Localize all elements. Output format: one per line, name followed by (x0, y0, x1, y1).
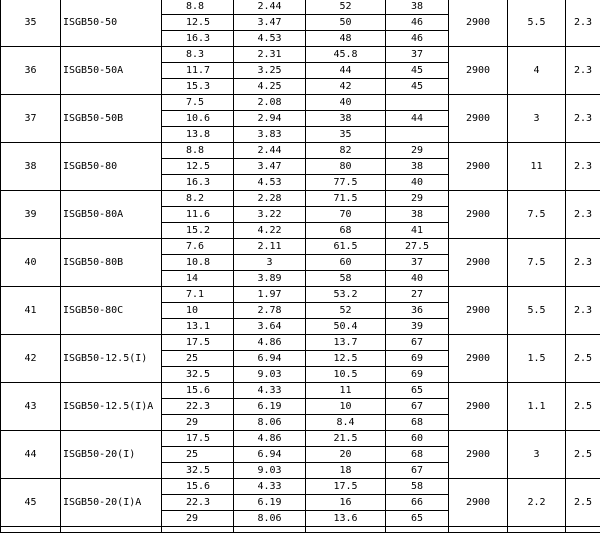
power-cell: 3 (508, 95, 566, 143)
flow-ls-cell: 9.03 (234, 367, 306, 383)
power-cell: 5.5 (508, 0, 566, 47)
flow-ls-cell: 3.47 (234, 159, 306, 175)
flow-m3h-cell: 11.7 (162, 63, 234, 79)
table-row (1, 47, 600, 63)
flow-ls-cell: 3.64 (234, 319, 306, 335)
head-cell: 48 (306, 31, 386, 47)
head-cell: 82 (306, 143, 386, 159)
flow-m3h-cell: 29 (162, 511, 234, 527)
table-row (1, 383, 600, 399)
flow-m3h-cell: 32.5 (162, 367, 234, 383)
table-row (1, 143, 600, 159)
cutoff-cell (162, 527, 234, 533)
flow-m3h-cell: 8.2 (162, 191, 234, 207)
efficiency-cell: 69 (386, 367, 449, 383)
head-cell: 10.5 (306, 367, 386, 383)
row-number-cell: 39 (1, 191, 61, 239)
efficiency-cell: 29 (386, 143, 449, 159)
flow-ls-cell: 2.08 (234, 95, 306, 111)
efficiency-cell: 67 (386, 335, 449, 351)
efficiency-cell: 38 (386, 159, 449, 175)
table-row (1, 287, 600, 303)
speed-cell: 2900 (449, 191, 508, 239)
speed-cell: 2900 (449, 0, 508, 47)
flow-ls-cell: 3.22 (234, 207, 306, 223)
flow-ls-cell: 8.06 (234, 415, 306, 431)
npsh-cell: 2.5 (566, 479, 600, 527)
head-cell: 20 (306, 447, 386, 463)
row-number-cell: 45 (1, 479, 61, 527)
flow-m3h-cell: 10.6 (162, 111, 234, 127)
head-cell: 80 (306, 159, 386, 175)
efficiency-cell: 27.5 (386, 239, 449, 255)
head-cell: 58 (306, 271, 386, 287)
table-row (1, 239, 600, 255)
flow-ls-cell: 2.31 (234, 47, 306, 63)
row-number-cell: 37 (1, 95, 61, 143)
table-row (1, 95, 600, 111)
efficiency-cell: 46 (386, 31, 449, 47)
cutoff-cell (306, 527, 386, 533)
efficiency-cell: 29 (386, 191, 449, 207)
npsh-cell: 2.5 (566, 335, 600, 383)
npsh-cell: 2.3 (566, 239, 600, 287)
flow-m3h-cell: 16.3 (162, 31, 234, 47)
npsh-cell: 2.5 (566, 383, 600, 431)
head-cell: 18 (306, 463, 386, 479)
flow-m3h-cell: 15.6 (162, 383, 234, 399)
flow-ls-cell: 4.33 (234, 383, 306, 399)
efficiency-cell: 46 (386, 15, 449, 31)
speed-cell: 2900 (449, 47, 508, 95)
efficiency-cell: 36 (386, 303, 449, 319)
head-cell: 60 (306, 255, 386, 271)
table-row (1, 335, 600, 351)
head-cell: 52 (306, 303, 386, 319)
efficiency-cell: 37 (386, 255, 449, 271)
head-cell: 40 (306, 95, 386, 111)
flow-ls-cell: 3.83 (234, 127, 306, 143)
head-cell: 45.8 (306, 47, 386, 63)
flow-ls-cell: 6.94 (234, 351, 306, 367)
flow-ls-cell: 4.22 (234, 223, 306, 239)
flow-m3h-cell: 22.3 (162, 399, 234, 415)
cutoff-cell (508, 527, 566, 533)
flow-m3h-cell: 17.5 (162, 431, 234, 447)
head-cell: 13.6 (306, 511, 386, 527)
head-cell: 21.5 (306, 431, 386, 447)
power-cell: 3 (508, 431, 566, 479)
flow-m3h-cell: 22.3 (162, 495, 234, 511)
flow-m3h-cell: 11.6 (162, 207, 234, 223)
efficiency-cell: 68 (386, 415, 449, 431)
cutoff-cell (1, 527, 61, 533)
flow-ls-cell: 6.94 (234, 447, 306, 463)
head-cell: 11 (306, 383, 386, 399)
model-cell: ISGB50-80C (61, 287, 162, 335)
power-cell: 7.5 (508, 239, 566, 287)
model-cell: ISGB50-12.5(I)A (61, 383, 162, 431)
npsh-cell: 2.3 (566, 0, 600, 47)
head-cell: 8.4 (306, 415, 386, 431)
flow-m3h-cell: 10 (162, 303, 234, 319)
flow-m3h-cell: 8.3 (162, 47, 234, 63)
cutoff-cell (386, 527, 449, 533)
power-cell: 7.5 (508, 191, 566, 239)
head-cell: 12.5 (306, 351, 386, 367)
efficiency-cell: 44 (386, 111, 449, 127)
model-cell: ISGB50-80A (61, 191, 162, 239)
efficiency-cell: 45 (386, 63, 449, 79)
efficiency-cell: 37 (386, 47, 449, 63)
flow-ls-cell: 4.25 (234, 79, 306, 95)
flow-m3h-cell: 13.8 (162, 127, 234, 143)
power-cell: 4 (508, 47, 566, 95)
flow-m3h-cell: 29 (162, 415, 234, 431)
efficiency-cell: 41 (386, 223, 449, 239)
npsh-cell: 2.3 (566, 191, 600, 239)
head-cell: 77.5 (306, 175, 386, 191)
flow-m3h-cell: 10.8 (162, 255, 234, 271)
npsh-cell: 2.3 (566, 95, 600, 143)
head-cell: 61.5 (306, 239, 386, 255)
flow-ls-cell: 4.86 (234, 335, 306, 351)
cutoff-cell (61, 527, 162, 533)
row-number-cell: 35 (1, 0, 61, 47)
table-row-cutoff (1, 527, 600, 533)
flow-m3h-cell: 13.1 (162, 319, 234, 335)
flow-ls-cell: 3.25 (234, 63, 306, 79)
efficiency-cell: 40 (386, 271, 449, 287)
efficiency-cell: 65 (386, 383, 449, 399)
efficiency-cell: 66 (386, 495, 449, 511)
model-cell: ISGB50-80 (61, 143, 162, 191)
row-number-cell: 38 (1, 143, 61, 191)
head-cell: 71.5 (306, 191, 386, 207)
head-cell: 17.5 (306, 479, 386, 495)
flow-ls-cell: 2.78 (234, 303, 306, 319)
flow-ls-cell: 6.19 (234, 399, 306, 415)
flow-ls-cell: 2.44 (234, 143, 306, 159)
efficiency-cell: 60 (386, 431, 449, 447)
cutoff-cell (234, 527, 306, 533)
flow-m3h-cell: 15.6 (162, 479, 234, 495)
efficiency-cell: 65 (386, 511, 449, 527)
head-cell: 44 (306, 63, 386, 79)
table-row (1, 479, 600, 495)
flow-ls-cell: 4.53 (234, 31, 306, 47)
head-cell: 13.7 (306, 335, 386, 351)
flow-m3h-cell: 7.5 (162, 95, 234, 111)
flow-m3h-cell: 12.5 (162, 159, 234, 175)
head-cell: 68 (306, 223, 386, 239)
flow-m3h-cell: 17.5 (162, 335, 234, 351)
speed-cell: 2900 (449, 239, 508, 287)
power-cell: 1.5 (508, 335, 566, 383)
head-cell: 53.2 (306, 287, 386, 303)
table-row (1, 0, 600, 15)
cutoff-cell (449, 527, 508, 533)
power-cell: 5.5 (508, 287, 566, 335)
flow-ls-cell: 1.97 (234, 287, 306, 303)
speed-cell: 2900 (449, 383, 508, 431)
flow-m3h-cell: 7.6 (162, 239, 234, 255)
flow-m3h-cell: 16.3 (162, 175, 234, 191)
row-number-cell: 41 (1, 287, 61, 335)
flow-m3h-cell: 32.5 (162, 463, 234, 479)
efficiency-cell: 69 (386, 351, 449, 367)
flow-m3h-cell: 8.8 (162, 143, 234, 159)
flow-ls-cell: 4.33 (234, 479, 306, 495)
speed-cell: 2900 (449, 335, 508, 383)
npsh-cell: 2.3 (566, 143, 600, 191)
speed-cell: 2900 (449, 431, 508, 479)
power-cell: 1.1 (508, 383, 566, 431)
table-row (1, 191, 600, 207)
flow-m3h-cell: 12.5 (162, 15, 234, 31)
flow-ls-cell: 3 (234, 255, 306, 271)
flow-ls-cell: 2.44 (234, 0, 306, 15)
table-row (1, 431, 600, 447)
efficiency-cell: 38 (386, 207, 449, 223)
head-cell: 42 (306, 79, 386, 95)
model-cell: ISGB50-50 (61, 0, 162, 47)
efficiency-cell: 45 (386, 79, 449, 95)
npsh-cell: 2.3 (566, 47, 600, 95)
head-cell: 10 (306, 399, 386, 415)
flow-m3h-cell: 7.1 (162, 287, 234, 303)
head-cell: 50.4 (306, 319, 386, 335)
model-cell: ISGB50-80B (61, 239, 162, 287)
flow-ls-cell: 9.03 (234, 463, 306, 479)
efficiency-cell: 39 (386, 319, 449, 335)
flow-ls-cell: 2.11 (234, 239, 306, 255)
flow-ls-cell: 3.47 (234, 15, 306, 31)
flow-ls-cell: 6.19 (234, 495, 306, 511)
row-number-cell: 36 (1, 47, 61, 95)
flow-m3h-cell: 15.2 (162, 223, 234, 239)
model-cell: ISGB50-12.5(I) (61, 335, 162, 383)
flow-m3h-cell: 25 (162, 351, 234, 367)
flow-m3h-cell: 25 (162, 447, 234, 463)
efficiency-cell: 58 (386, 479, 449, 495)
flow-ls-cell: 3.89 (234, 271, 306, 287)
head-cell: 16 (306, 495, 386, 511)
model-cell: ISGB50-20(I) (61, 431, 162, 479)
efficiency-cell: 27 (386, 287, 449, 303)
efficiency-cell: 67 (386, 463, 449, 479)
cutoff-cell (566, 527, 600, 533)
power-cell: 2.2 (508, 479, 566, 527)
row-number-cell: 40 (1, 239, 61, 287)
speed-cell: 2900 (449, 143, 508, 191)
flow-m3h-cell: 14 (162, 271, 234, 287)
row-number-cell: 42 (1, 335, 61, 383)
flow-ls-cell: 4.86 (234, 431, 306, 447)
row-number-cell: 44 (1, 431, 61, 479)
efficiency-cell: 67 (386, 399, 449, 415)
flow-m3h-cell: 8.8 (162, 0, 234, 15)
head-cell: 70 (306, 207, 386, 223)
efficiency-cell: 38 (386, 0, 449, 15)
head-cell: 52 (306, 0, 386, 15)
head-cell: 35 (306, 127, 386, 143)
efficiency-cell: 40 (386, 175, 449, 191)
model-cell: ISGB50-50B (61, 95, 162, 143)
flow-ls-cell: 2.94 (234, 111, 306, 127)
speed-cell: 2900 (449, 479, 508, 527)
efficiency-cell (386, 95, 449, 111)
npsh-cell: 2.5 (566, 431, 600, 479)
efficiency-cell (386, 127, 449, 143)
flow-ls-cell: 4.53 (234, 175, 306, 191)
speed-cell: 2900 (449, 287, 508, 335)
power-cell: 11 (508, 143, 566, 191)
speed-cell: 2900 (449, 95, 508, 143)
flow-ls-cell: 2.28 (234, 191, 306, 207)
head-cell: 50 (306, 15, 386, 31)
model-cell: ISGB50-50A (61, 47, 162, 95)
efficiency-cell: 68 (386, 447, 449, 463)
head-cell: 38 (306, 111, 386, 127)
npsh-cell: 2.3 (566, 287, 600, 335)
row-number-cell: 43 (1, 383, 61, 431)
flow-m3h-cell: 15.3 (162, 79, 234, 95)
model-cell: ISGB50-20(I)A (61, 479, 162, 527)
flow-ls-cell: 8.06 (234, 511, 306, 527)
